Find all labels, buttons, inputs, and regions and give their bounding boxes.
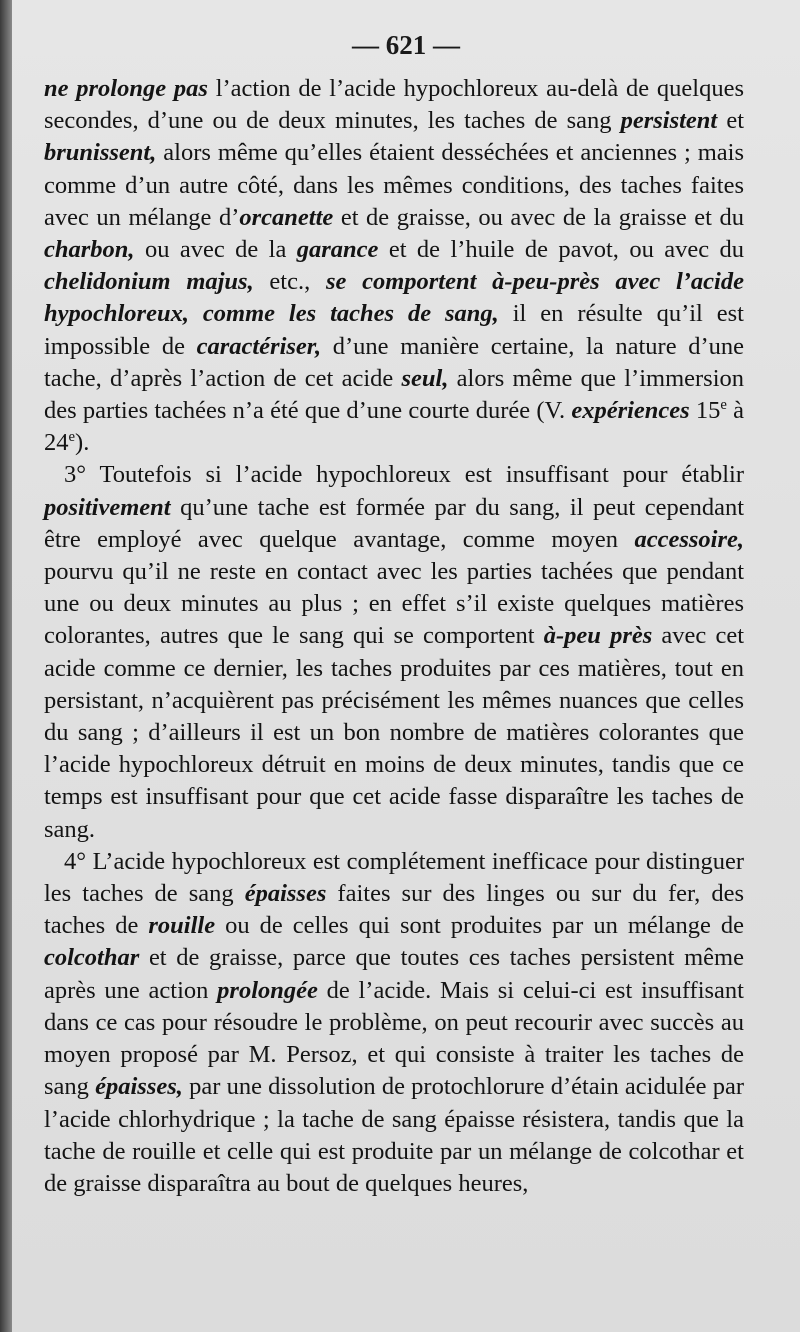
superscript-text: e — [720, 396, 727, 413]
paragraph — [44, 459, 744, 845]
text-run: l’action de l’acide hypochloreux au-delà de quelques secondes, d’une ou de deux minutes, les taches de sang — [44, 75, 744, 135]
text-run: 15 — [689, 397, 721, 425]
emphasis-text: expériences — [571, 397, 690, 425]
page-number: — 621 — — [352, 30, 460, 60]
text-run: 3° Toutefois si l’acide hypochloreux est insuffisant pour établir — [64, 461, 744, 489]
emphasis-text: prolongée — [217, 976, 318, 1004]
text-run: qu’une tache est formée par du sang, il peut cependant être employé avec quelque avantage, comme moyen — [44, 493, 744, 553]
emphasis-text: épaisses — [244, 880, 327, 908]
page-body — [44, 73, 744, 1200]
text-run: et de l’huile de pavot, ou avec du — [378, 236, 744, 264]
emphasis-text: brunissent, — [44, 139, 157, 167]
text-run: avec cet acide comme ce dernier, les taches produites par ces matières, tout en persistant, n’acquièrent pas précisément les mêmes nuances que celles du sang ; d’ailleurs il est un bon nombre de matières colorantes que l’acide hypochloreux détruit en moins de deux minutes, tandis que ce temps est insuffisant pour que cet acide fasse disparaître les taches de sang. — [44, 622, 745, 843]
text-run: et de graisse, ou avec de la graisse et du — [333, 203, 744, 231]
emphasis-text: seul, — [401, 364, 449, 392]
emphasis-text: charbon, — [44, 236, 135, 264]
text-run: pourvu qu’il ne reste en contact avec les parties tachées que pendant une ou deux minutes au plus ; en effet s’il existe quelques matières colorantes, autres que le sang qui se comportent — [44, 558, 744, 650]
emphasis-text: rouille — [148, 912, 216, 940]
text-run: de l’acide. Mais si celui-ci est insuffisant dans ce cas pour résoudre le problème, on peut recourir avec succès au moyen proposé par M. Persoz, et qui consiste à traiter les taches de sang — [44, 976, 744, 1101]
text-run: ). — [75, 429, 90, 457]
text-run: et — [717, 107, 744, 135]
emphasis-text: positivement — [44, 493, 171, 521]
text-run: ou de celles qui sont produites par un mélange de — [215, 912, 744, 940]
text-run: alors même qu’elles étaient desséchées et anciennes ; mais comme d’un autre côté, dans les mêmes conditions, des taches faites avec un mélange d’ — [44, 139, 744, 231]
emphasis-text: se comportent à-peu-près avec l’acide hypochloreux, comme les taches de sang, — [44, 268, 744, 328]
superscript-text: e — [68, 429, 76, 446]
emphasis-text: caractériser, — [196, 332, 322, 360]
emphasis-text: épaisses, — [95, 1073, 183, 1101]
emphasis-text: ne prolonge pas — [44, 75, 208, 102]
emphasis-text: accessoire, — [634, 525, 744, 553]
text-run: et de graisse, parce que toutes ces taches persistent même après une action — [44, 944, 744, 1004]
text-run: 4° L’acide hypochloreux est complétement inefficace pour distinguer les taches de sang — [44, 847, 744, 908]
text-run: faites sur des linges ou sur du fer, des taches de — [44, 880, 745, 940]
book-page — [12, 0, 800, 1332]
emphasis-text: orcanette — [239, 203, 334, 231]
book-gutter-shadow — [0, 0, 12, 1332]
emphasis-text: à-peu près — [543, 622, 653, 650]
text-run: alors même que l’immersion des parties tachées n’a été que d’une courte durée (V. — [44, 364, 744, 425]
text-run: à 24 — [44, 397, 744, 457]
text-run: ou avec de la — [134, 236, 297, 264]
text-run: d’une manière certaine, la nature d’une tache, d’après l’action de cet acide — [44, 332, 744, 392]
emphasis-text: garance — [296, 236, 379, 264]
paragraph — [44, 73, 744, 459]
emphasis-text: persistent — [620, 107, 718, 135]
text-run: par une dissolution de protochlorure d’étain acidulée par l’acide chlorhydrique ; la tache de sang épaisse résistera, tandis que la tache de rouille et celle qui est produite par un mélange de colcothar et de graisse disparaîtra au bout de quelques heures, — [44, 1073, 744, 1197]
paragraph — [44, 846, 744, 1200]
text-run: etc., — [253, 268, 326, 296]
emphasis-text: colcothar — [44, 944, 140, 972]
emphasis-text: chelidonium majus, — [44, 268, 254, 296]
text-run: il en résulte qu’il est impossible de — [44, 300, 744, 360]
